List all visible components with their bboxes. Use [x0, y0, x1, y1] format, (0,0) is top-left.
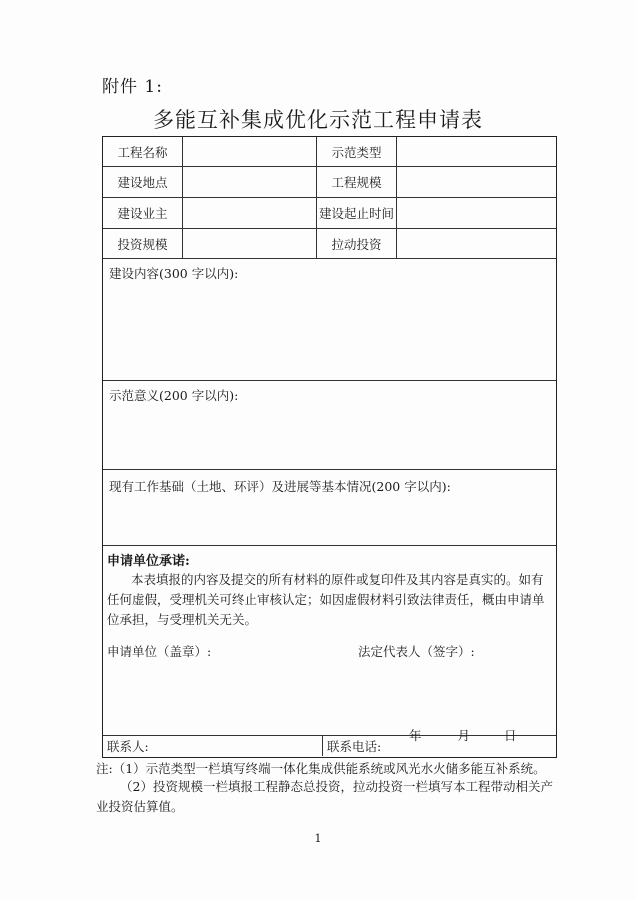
work-basis-label: 现有工作基础（土地、环评）及进展等基本情况(200 字以内): [109, 479, 451, 494]
table-row [103, 137, 556, 167]
driven-investment-field[interactable] [397, 229, 555, 258]
significance-section[interactable] [103, 381, 556, 470]
demo-type-label: 示范类型 [317, 137, 397, 166]
contact-person-field[interactable] [103, 736, 323, 756]
contact-phone-label: 联系电话: [327, 739, 382, 754]
contact-phone-field[interactable] [323, 736, 555, 756]
investment-label: 投资规模 [103, 229, 183, 258]
application-form-table [102, 136, 557, 758]
commitment-heading: 申请单位承诺: [107, 554, 190, 569]
applicant-seal-label: 申请单位（盖章）: [107, 644, 212, 659]
construction-content-section[interactable] [103, 259, 556, 381]
representative-sign-label: 法定代表人（签字）: [358, 644, 475, 659]
significance-label: 示范意义(200 字以内): [109, 388, 239, 403]
commitment-section [103, 546, 556, 743]
note-1: 注:（1）示范类型一栏填写终端一体化集成供能系统或风光水火储多能互补系统。 [96, 761, 546, 776]
page-number: 1 [314, 832, 322, 845]
driven-investment-label: 拉动投资 [317, 229, 397, 258]
scale-field[interactable] [397, 167, 555, 197]
contact-person-label: 联系人: [107, 739, 149, 754]
table-row [103, 198, 556, 229]
demo-type-field[interactable] [397, 137, 555, 166]
contact-row [103, 736, 556, 756]
period-label: 建设起止时间 [317, 198, 397, 228]
commitment-text: 本表填报的内容及提交的所有材料的原件或复印件及其内容是真实的。如有任何虚假，受理机关可终止审核认定；如因虚假材料引致法律责任，概由申请单位承担，与受理机关无关。 [107, 572, 545, 627]
attachment-label: 附件 1: [102, 77, 163, 97]
table-row [103, 167, 556, 198]
form-title: 多能互补集成优化示范工程申请表 [153, 108, 483, 132]
owner-field[interactable] [183, 198, 317, 228]
location-field[interactable] [183, 167, 317, 197]
table-row [103, 229, 556, 259]
construction-content-label: 建设内容(300 字以内): [109, 266, 239, 281]
location-label: 建设地点 [103, 167, 183, 197]
date-day-label: 日 [503, 728, 517, 743]
project-name-label: 工程名称 [103, 137, 183, 166]
investment-field[interactable] [183, 229, 317, 258]
date-year-label: 年 [409, 728, 422, 743]
period-field[interactable] [397, 198, 555, 228]
work-basis-section[interactable] [103, 470, 556, 546]
note-2: （2）投资规模一栏填报工程静态总投资，拉动投资一栏填写本工程带动相关产业投资估算值。 [96, 779, 553, 814]
date-month-label: 月 [457, 728, 470, 743]
project-name-field[interactable] [183, 137, 317, 166]
scale-label: 工程规模 [317, 167, 397, 197]
owner-label: 建设业主 [103, 198, 183, 228]
